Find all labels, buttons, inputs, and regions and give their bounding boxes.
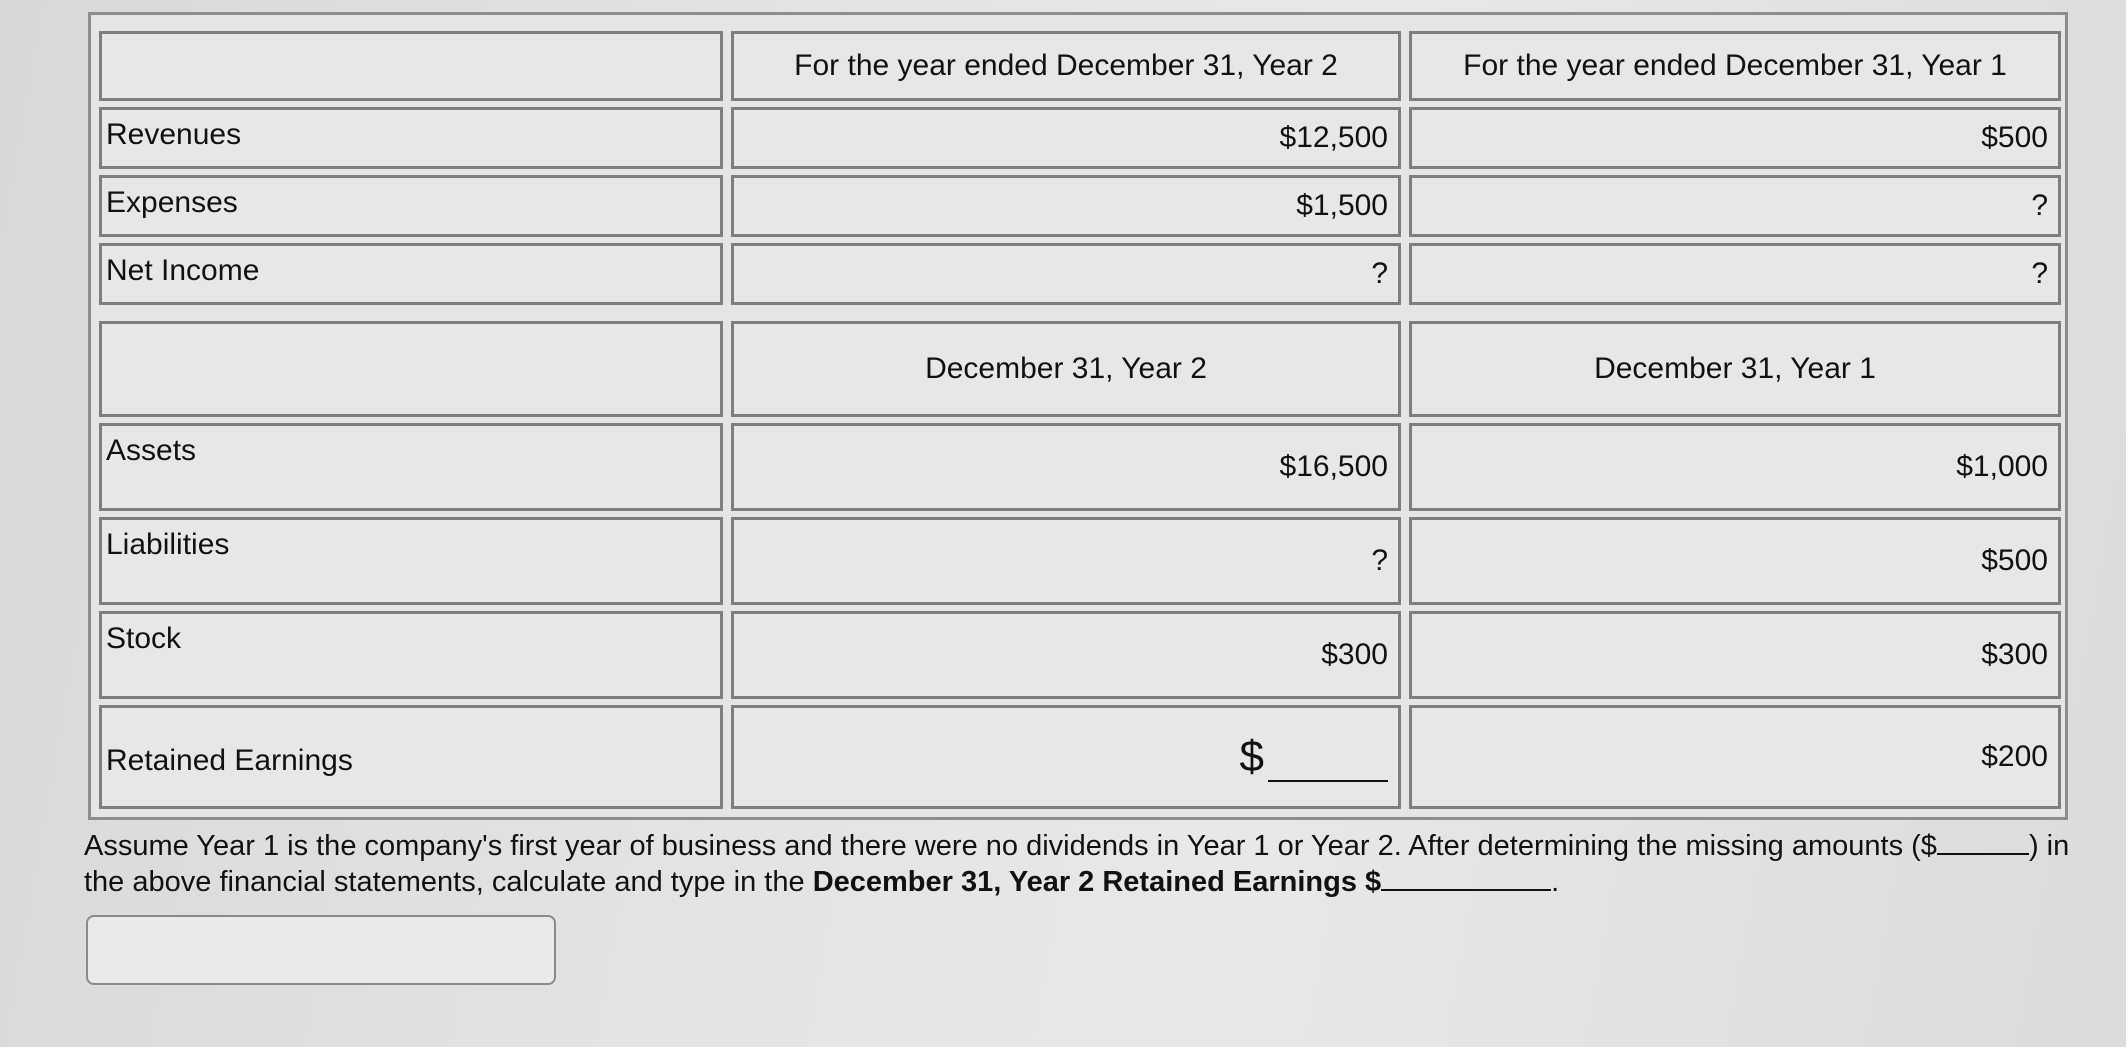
retained-earnings-year1-value: $200	[1409, 705, 2061, 809]
balance-header-blank	[99, 321, 723, 417]
expenses-label: Expenses	[99, 175, 723, 237]
net-income-year2-value: ?	[731, 243, 1401, 305]
income-header-blank	[99, 31, 723, 101]
income-header-year2: For the year ended December 31, Year 2	[731, 31, 1401, 101]
revenues-year2-value: $12,500	[731, 107, 1401, 169]
assets-year1-value: $1,000	[1409, 423, 2061, 511]
table-row	[99, 611, 2061, 699]
liabilities-year2-value: ?	[731, 517, 1401, 605]
assets-label: Assets	[99, 423, 723, 511]
blank-line	[1268, 774, 1388, 782]
expenses-year1-value: ?	[1409, 175, 2061, 237]
question-part1: Assume Year 1 is the company's first year of business and there were no dividends in Year 1 or Year 2. After determining the missing amounts (	[84, 830, 1921, 862]
question-dollar: $	[1920, 830, 1937, 862]
stock-label: Stock	[99, 611, 723, 699]
table-row	[99, 243, 2061, 305]
table-row	[99, 175, 2061, 237]
retained-earnings-year2-cell	[731, 705, 1401, 809]
answer-input[interactable]	[86, 915, 556, 985]
balance-header-year2: December 31, Year 2	[731, 321, 1401, 417]
liabilities-label: Liabilities	[99, 517, 723, 605]
table-row	[99, 517, 2061, 605]
income-header-row	[99, 31, 2061, 101]
liabilities-year1-value: $500	[1409, 517, 2061, 605]
question-part2: ) in the above financial statements, calculate and type in the	[84, 830, 2070, 898]
stock-year2-value: $300	[731, 611, 1401, 699]
retained-earnings-label: Retained Earnings	[99, 705, 723, 809]
question-blank	[1937, 849, 2029, 855]
question-text	[84, 828, 2074, 900]
retained-earnings-year2-blank	[1240, 732, 1388, 782]
table-row	[99, 107, 2061, 169]
revenues-year1-value: $500	[1409, 107, 2061, 169]
income-statement-table	[91, 25, 2069, 311]
net-income-label: Net Income	[99, 243, 723, 305]
question-answer-blank	[1381, 885, 1551, 891]
balance-sheet-table	[91, 315, 2069, 815]
question-bold: December 31, Year 2 Retained Earnings $	[812, 866, 1382, 898]
financial-statements-panel	[88, 12, 2068, 820]
stock-year1-value: $300	[1409, 611, 2061, 699]
net-income-year1-value: ?	[1409, 243, 2061, 305]
assets-year2-value: $16,500	[731, 423, 1401, 511]
question-part3: .	[1551, 866, 1560, 898]
expenses-year2-value: $1,500	[731, 175, 1401, 237]
balance-header-row	[99, 321, 2061, 417]
dollar-sign: $	[1239, 732, 1264, 781]
revenues-label: Revenues	[99, 107, 723, 169]
income-header-year1: For the year ended December 31, Year 1	[1409, 31, 2061, 101]
table-row	[99, 423, 2061, 511]
table-row	[99, 705, 2061, 809]
balance-header-year1: December 31, Year 1	[1409, 321, 2061, 417]
